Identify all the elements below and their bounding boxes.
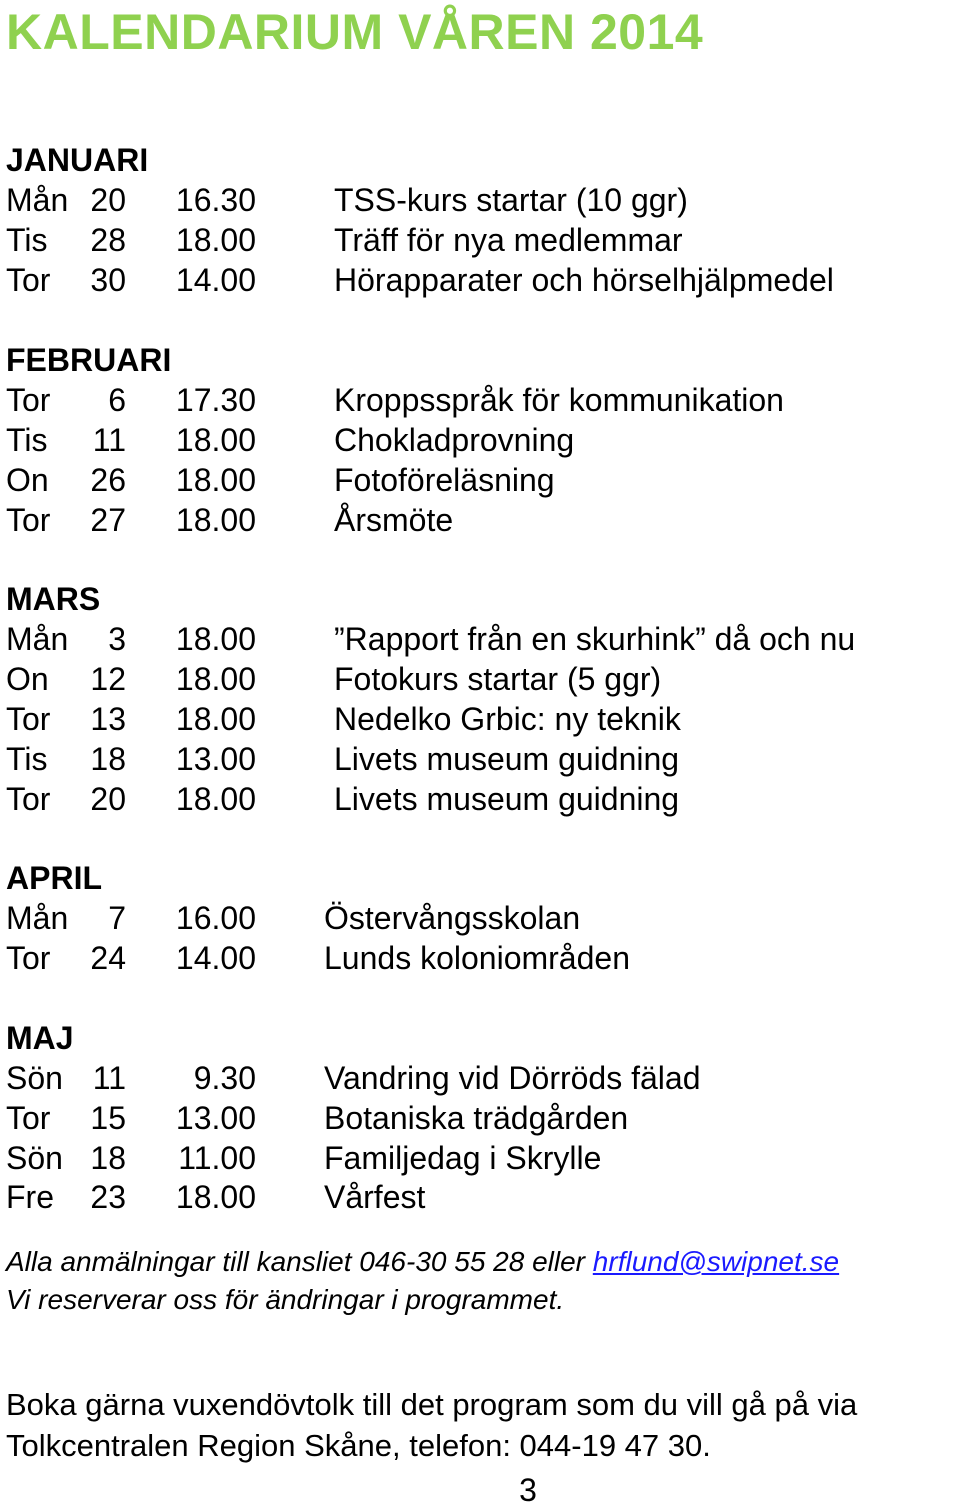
event-day: Tis (6, 422, 48, 458)
event-title: Kroppsspråk för kommunikation (334, 382, 784, 418)
event-date: 15 (90, 1100, 126, 1136)
event-row (6, 1177, 956, 1217)
month-heading-april: APRIL (6, 860, 102, 896)
event-day: Sön (6, 1060, 63, 1096)
event-row (6, 500, 956, 540)
email-link[interactable]: hrflund@swipnet.se (592, 1246, 840, 1277)
event-title: Chokladprovning (334, 422, 575, 458)
event-title: Livets museum guidning (334, 741, 680, 777)
event-row (6, 1138, 956, 1178)
event-title: Lunds koloniområden (324, 940, 630, 976)
page-number: 3 (519, 1472, 537, 1508)
disclaimer-note: Vi reserverar oss för ändringar i programmet. (6, 1284, 565, 1315)
event-title: ”Rapport från en skurhink” då och nu (334, 621, 856, 657)
event-day: Tor (6, 262, 51, 298)
event-date: 13 (90, 701, 126, 737)
event-date: 7 (108, 900, 126, 936)
event-date: 30 (90, 262, 126, 298)
event-day: Tor (6, 940, 51, 976)
event-title: Livets museum guidning (334, 781, 680, 817)
event-row (6, 659, 956, 699)
event-day: Tor (6, 1100, 51, 1136)
event-row (6, 420, 956, 460)
event-date: 28 (90, 222, 126, 258)
event-time: 18.00 (175, 222, 256, 258)
event-date: 6 (108, 382, 126, 418)
event-day: Mån (6, 621, 69, 657)
event-time: 14.00 (175, 262, 256, 298)
event-day: Mån (6, 900, 69, 936)
event-date: 20 (90, 182, 126, 218)
event-date: 20 (90, 781, 126, 817)
event-time: 18.00 (175, 621, 256, 657)
event-title: Vårfest (324, 1179, 426, 1215)
event-time: 16.00 (175, 900, 256, 936)
event-time: 11.00 (178, 1140, 256, 1176)
event-row (6, 898, 956, 938)
event-day: Tor (6, 701, 51, 737)
event-date: 12 (90, 661, 126, 697)
registration-note (6, 1243, 839, 1281)
event-day: Tis (6, 741, 48, 777)
month-heading-februari: FEBRUARI (6, 342, 172, 378)
event-row (6, 1098, 956, 1138)
event-time: 17.30 (175, 382, 256, 418)
event-day: Tis (6, 222, 48, 258)
event-day: Fre (6, 1179, 54, 1215)
event-row (6, 779, 956, 819)
event-time: 18.00 (175, 462, 256, 498)
event-day: On (6, 661, 49, 697)
event-title: TSS-kurs startar (10 ggr) (334, 182, 688, 218)
event-title: Familjedag i Skrylle (324, 1140, 602, 1176)
event-title: Vandring vid Dörröds fälad (324, 1060, 701, 1096)
month-heading-januari: JANUARI (6, 142, 149, 178)
event-row (6, 619, 956, 659)
event-title: Hörapparater och hörselhjälpmedel (334, 262, 834, 298)
event-time: 18.00 (175, 1179, 256, 1215)
event-row (6, 1058, 956, 1098)
event-time: 18.00 (175, 701, 256, 737)
event-time: 16.30 (175, 182, 256, 218)
event-time: 9.30 (193, 1060, 256, 1096)
event-time: 18.00 (175, 661, 256, 697)
event-date: 11 (92, 1060, 126, 1096)
month-heading-mars: MARS (6, 581, 101, 617)
event-day: Mån (6, 182, 69, 218)
event-row (6, 739, 956, 779)
event-time: 18.00 (175, 781, 256, 817)
event-title: Årsmöte (334, 502, 454, 538)
event-title: Nedelko Grbic: ny teknik (334, 701, 681, 737)
event-time: 18.00 (175, 502, 256, 538)
event-row (6, 938, 956, 978)
event-time: 13.00 (175, 741, 256, 777)
event-day: On (6, 462, 49, 498)
event-title: Botaniska trädgården (324, 1100, 629, 1136)
page-title: KALENDARIUM VÅREN 2014 (6, 4, 704, 60)
event-time: 13.00 (175, 1100, 256, 1136)
event-row (6, 460, 956, 500)
event-title: Fotoföreläsning (334, 462, 555, 498)
event-date: 18 (90, 741, 126, 777)
event-day: Tor (6, 382, 51, 418)
event-title: Fotokurs startar (5 ggr) (334, 661, 662, 697)
interpreter-info-line1: Boka gärna vuxendövtolk till det program som du vill gå på via (6, 1387, 858, 1422)
event-day: Tor (6, 781, 51, 817)
event-row (6, 380, 956, 420)
event-date: 11 (92, 422, 126, 458)
event-title: Östervångsskolan (324, 900, 581, 936)
event-day: Sön (6, 1140, 63, 1176)
interpreter-info-line2: Tolkcentralen Region Skåne, telefon: 044-19 47 30. (6, 1428, 711, 1463)
event-date: 27 (90, 502, 126, 538)
event-date: 23 (90, 1179, 126, 1215)
event-time: 18.00 (175, 422, 256, 458)
event-date: 18 (90, 1140, 126, 1176)
event-row (6, 180, 956, 220)
event-row (6, 699, 956, 739)
event-row (6, 260, 956, 300)
event-date: 26 (90, 462, 126, 498)
event-row (6, 220, 956, 260)
event-time: 14.00 (175, 940, 256, 976)
event-title: Träff för nya medlemmar (334, 222, 683, 258)
event-day: Tor (6, 502, 51, 538)
event-date: 3 (108, 621, 126, 657)
month-heading-maj: MAJ (6, 1020, 74, 1056)
registration-note-text: Alla anmälningar till kansliet 046-30 55 28 eller (6, 1246, 593, 1277)
event-date: 24 (90, 940, 126, 976)
